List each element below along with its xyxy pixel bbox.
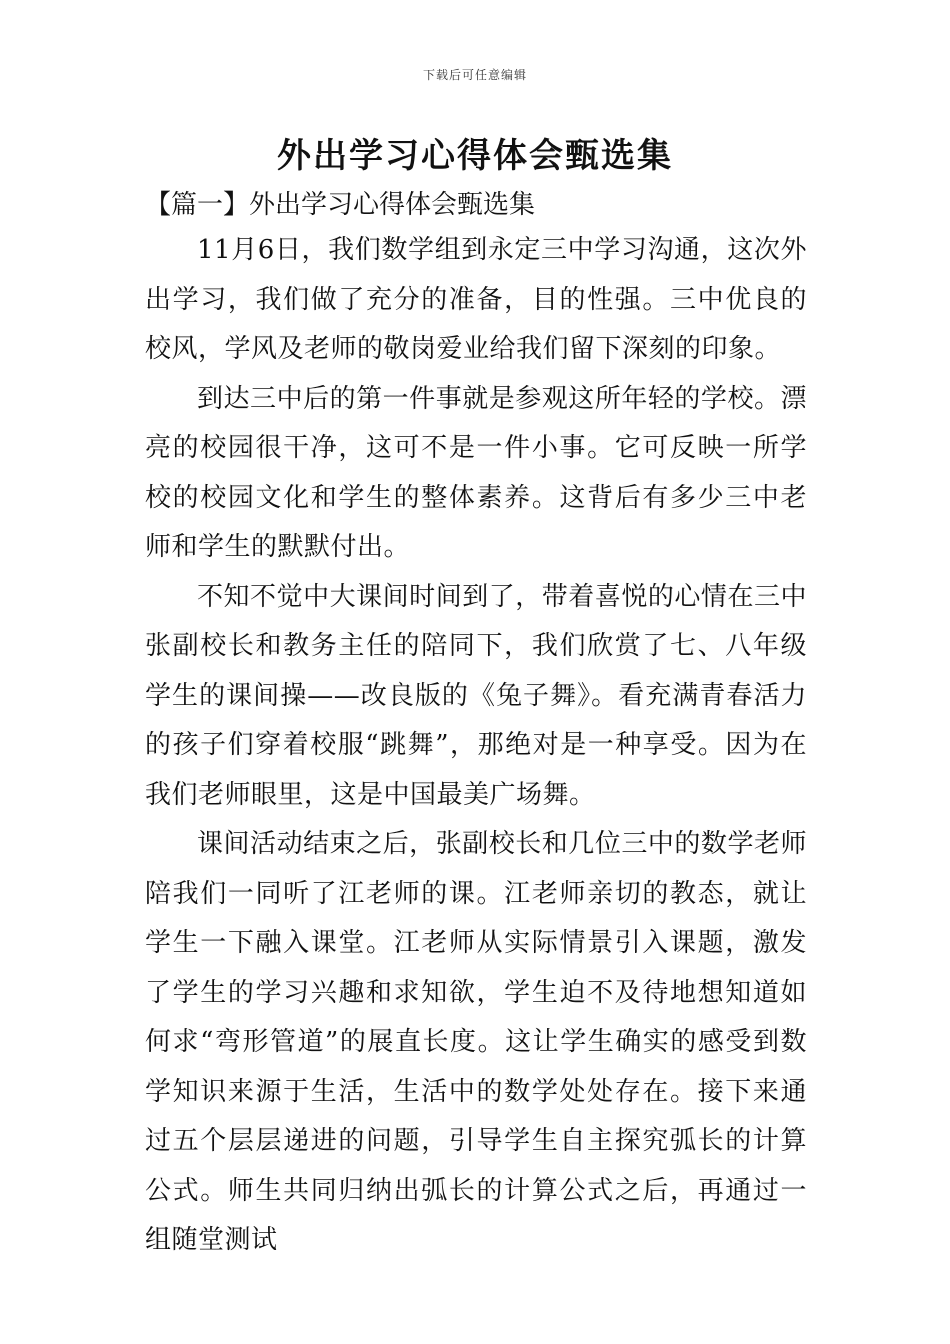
- header-note: 下载后可任意编辑: [422, 68, 527, 82]
- paragraph: 不知不觉中大课间时间到了，带着喜悦的心情在三中张副校长和教务主任的陪同下，我们欣赏了七、八年级学生的课间操——改良版的《兔子舞》。看充满青春活力的孩子们穿着校服“跳舞”，那绝对是一种享受。因为在我们老师眼里，这是中国最美广场舞。: [145, 581, 807, 810]
- paragraph: 到达三中后的第一件事就是参观这所年轻的学校。漂亮的校园很干净，这可不是一件小事。它可反映一所学校的校园文化和学生的整体素养。这背后有多少三中老师和学生的默默付出。: [145, 383, 807, 562]
- paragraph: 11月6日，我们数学组到永定三中学习沟通，这次外出学习，我们做了充分的准备，目的性强。三中优良的校风，学风及老师的敬岗爱业给我们留下深刻的印象。: [145, 235, 807, 364]
- document-title: 外出学习心得体会甄选集: [277, 136, 673, 176]
- section-heading: 【篇一】外出学习心得体会甄选集: [145, 190, 536, 220]
- body-text: [145, 226, 807, 1266]
- paragraph: 课间活动结束之后，张副校长和几位三中的数学老师陪我们一同听了江老师的课。江老师亲切的教态，就让学生一下融入课堂。江老师从实际情景引入课题，激发了学生的学习兴趣和求知欲，学生迫不及待地想知道如何求“弯形管道”的展直长度。这让学生确实的感受到数学知识来源于生活，生活中的数学处处存在。接下来通过五个层层递进的问题，引导学生自主探究弧长的计算公式。师生共同归纳出弧长的计算公式之后，再通过一组随堂测试: [145, 829, 807, 1255]
